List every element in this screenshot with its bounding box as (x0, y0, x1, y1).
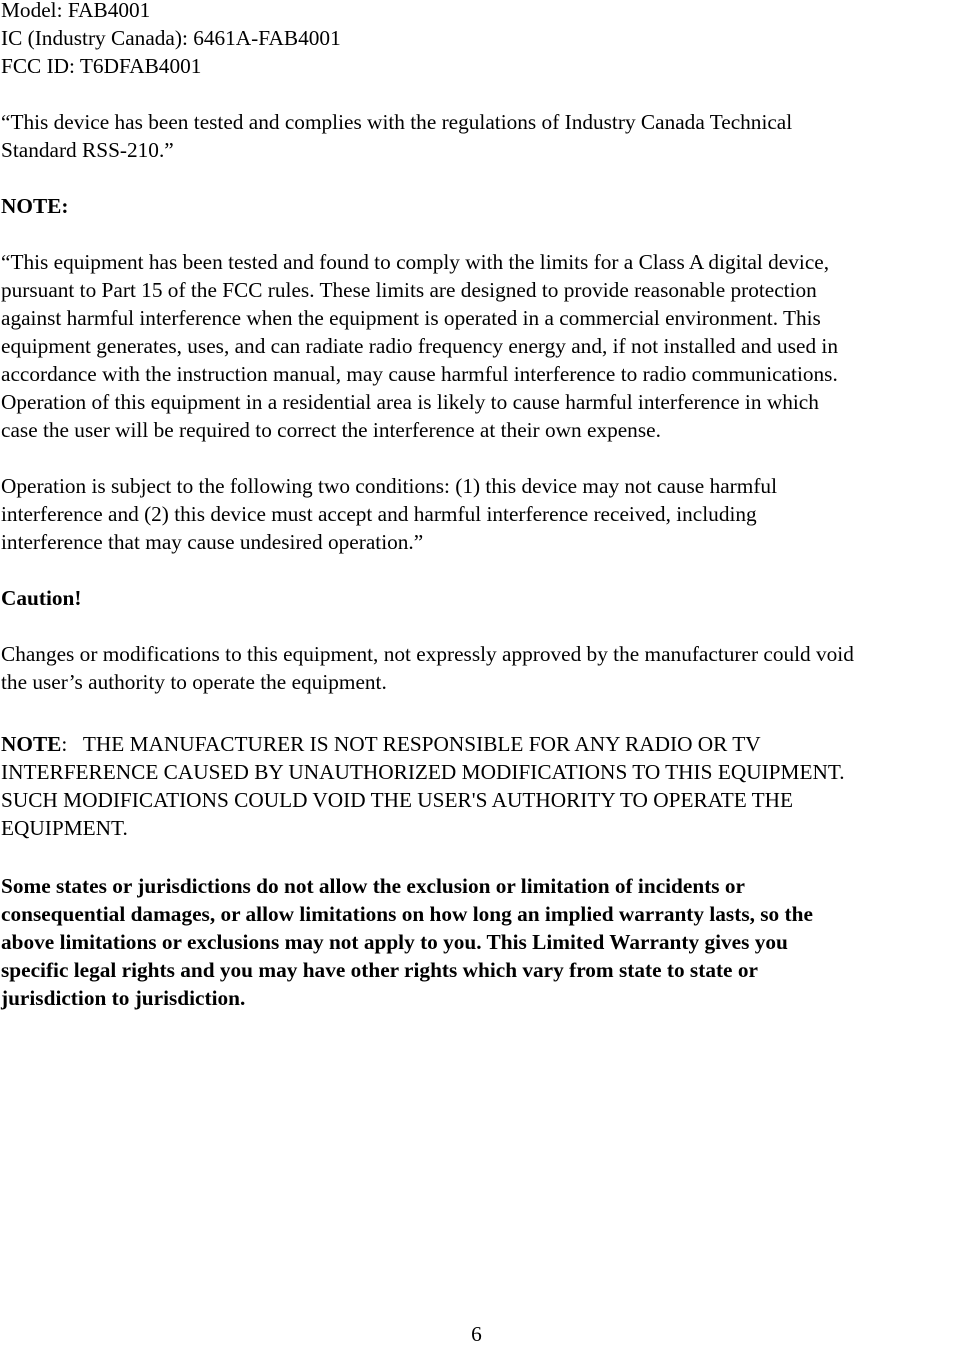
warranty-line: consequential damages, or allow limitations on how long an implied warranty lasts, so the (1, 902, 813, 926)
fcc-statement-line: “This equipment has been tested and found to comply with the limits for a Class A digital device, (1, 250, 830, 274)
caution-statement (1, 640, 951, 696)
caution-line: the user’s authority to operate the equipment. (1, 670, 387, 694)
fcc-statement-line: against harmful interference when the equipment is operated in a commercial environment. This (1, 306, 821, 330)
ic-line: IC (Industry Canada): 6461A-FAB4001 (1, 26, 341, 50)
fcc-statement-line: case the user will be required to correct the interference at their own expense. (1, 418, 661, 442)
warranty-line: Some states or jurisdictions do not allow the exclusion or limitation of incidents or (1, 874, 746, 898)
fcc-id-line: FCC ID: T6DFAB4001 (1, 54, 202, 78)
warranty-statement (1, 872, 951, 1012)
ic-statement-line: “This device has been tested and complies with the regulations of Industry Canada Technical (1, 110, 793, 134)
document-page (1, 0, 951, 1012)
manufacturer-note-line: INTERFERENCE CAUSED BY UNAUTHORIZED MODIFICATIONS TO THIS EQUIPMENT. (1, 760, 845, 784)
manufacturer-note-line: SUCH MODIFICATIONS COULD VOID THE USER'S AUTHORITY TO OPERATE THE (1, 788, 794, 812)
fcc-statement-line: pursuant to Part 15 of the FCC rules. These limits are designed to provide reasonable protection (1, 278, 817, 302)
model-line: Model: FAB4001 (1, 0, 151, 22)
manufacturer-note (1, 730, 951, 842)
fcc-statement-line: equipment generates, uses, and can radiate radio frequency energy and, if not installed and used in (1, 334, 838, 358)
caution-heading: Caution! (1, 586, 82, 610)
ic-statement (1, 108, 951, 164)
fcc-statement-line: Operation of this equipment in a residential area is likely to cause harmful interference in which (1, 390, 819, 414)
conditions-line: Operation is subject to the following two conditions: (1) this device may not cause harmful (1, 474, 777, 498)
caution-line: Changes or modifications to this equipment, not expressly approved by the manufacturer could void (1, 642, 854, 666)
conditions-line: interference and (2) this device must accept and harmful interference received, including (1, 502, 757, 526)
manufacturer-note-first-line (1, 730, 951, 758)
warranty-line: specific legal rights and you may have other rights which vary from state to state or (1, 958, 758, 982)
note-heading: NOTE: (1, 194, 69, 218)
warranty-line: jurisdiction to jurisdiction. (1, 986, 246, 1010)
fcc-statement-line: accordance with the instruction manual, may cause harmful interference to radio communications. (1, 362, 838, 386)
page-number: 6 (471, 1322, 482, 1346)
manufacturer-note-text: : THE MANUFACTURER IS NOT RESPONSIBLE FOR ANY RADIO OR TV (61, 732, 761, 756)
conditions-statement (1, 472, 951, 556)
manufacturer-note-label: NOTE (1, 732, 62, 756)
conditions-line: interference that may cause undesired operation.” (1, 530, 424, 554)
manufacturer-note-line: EQUIPMENT. (1, 816, 128, 840)
header-block (1, 0, 951, 80)
fcc-statement (1, 248, 951, 444)
ic-statement-line: Standard RSS-210.” (1, 138, 174, 162)
warranty-line: above limitations or exclusions may not apply to you. This Limited Warranty gives you (1, 930, 788, 954)
